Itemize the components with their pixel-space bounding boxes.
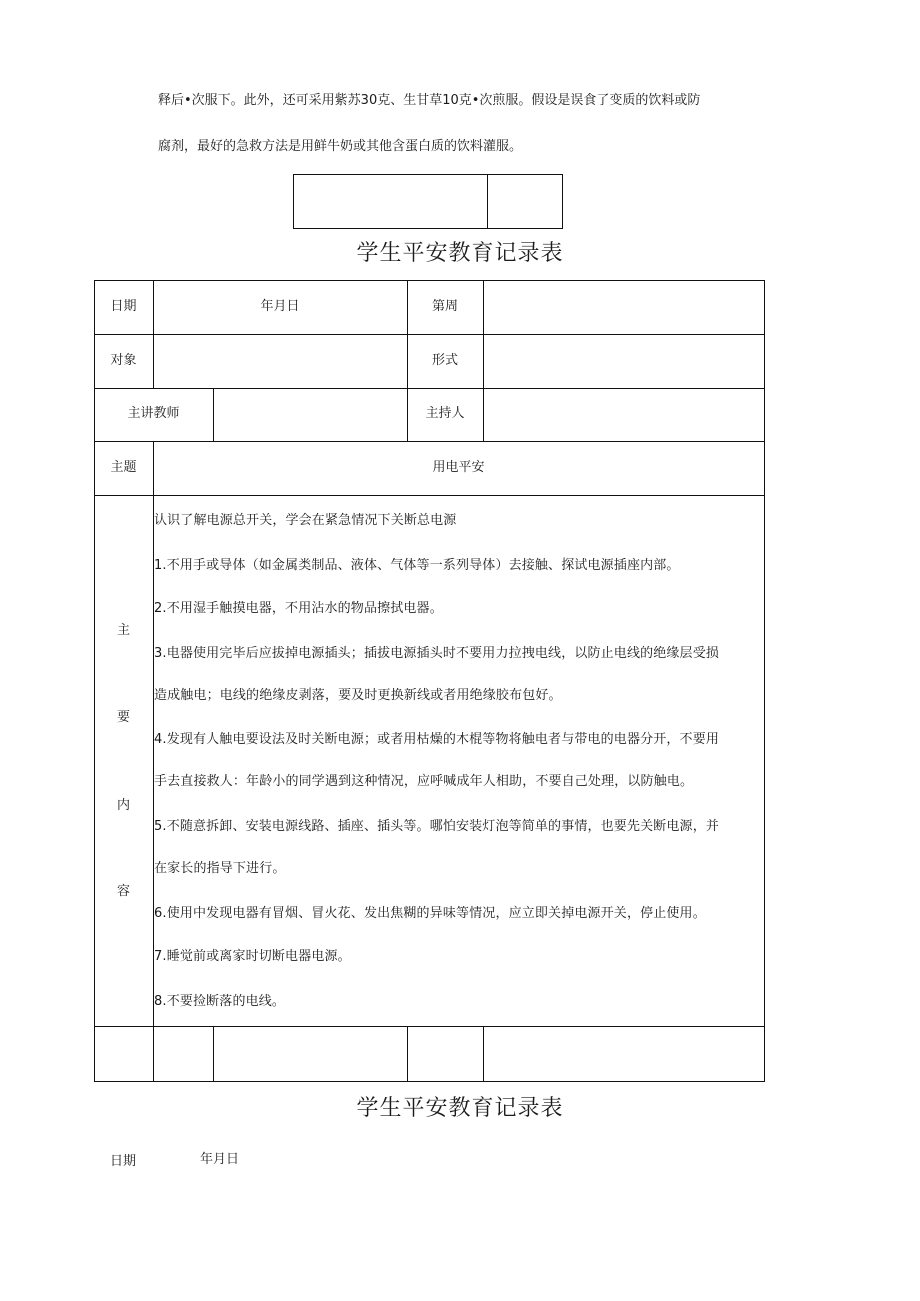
- table-col-line: [213, 1026, 214, 1081]
- table-border-bottom: [94, 1081, 765, 1082]
- date-label: 日期: [110, 299, 137, 314]
- intro-line-1: 释后•次服下。此外，还可采用紫苏30克、生甘草10克•次煎服。假设是误食了变质的饮料或防: [158, 93, 701, 108]
- content-line: 6.使用中发现电器有冒烟、冒火花、发出焦糊的异味等情况，应立即关掉电源开关，停止使用。: [154, 906, 706, 921]
- content-line: 8.不要捡断落的电线。: [154, 994, 286, 1009]
- audience-label: 对象: [110, 353, 137, 368]
- content-line: 手去直接救人：年龄小的同学遇到这种情况，应呼喊成年人相助，不要自己处理，以防触电。: [154, 774, 694, 789]
- intro-line-2: 腐剂，最好的急救方法是用鲜牛奶或其他含蛋白质的饮料灌服。: [158, 139, 523, 154]
- week-label: 第周: [431, 299, 458, 314]
- table-row-line: [94, 388, 765, 389]
- table-border-top: [94, 280, 765, 281]
- table-row-line: [94, 441, 765, 442]
- content-line: 认识了解电源总开关，学会在紧急情况下关断总电源: [154, 513, 457, 528]
- format-label: 形式: [431, 353, 458, 368]
- content-label-char-4: 容: [116, 884, 130, 899]
- table-col-line: [153, 441, 154, 1081]
- content-line: 5.不随意拆卸、安装电源线路、插座、插头等。哪怕安装灯泡等简单的事情，也要先关断电源，并: [154, 819, 720, 834]
- content-line: 4.发现有人触电要设法及时关断电源；或者用枯燥的木棍等物将触电者与带电的电器分开，不要用: [154, 732, 720, 747]
- table-col-line: [213, 388, 214, 441]
- table-col-line: [153, 280, 154, 388]
- content-line: 7.睡觉前或离家时切断电器电源。: [154, 949, 351, 964]
- content-label-char-3: 内: [116, 798, 130, 813]
- record-title-2: 学生平安教育记录表: [356, 1096, 564, 1121]
- content-label-char-1: 主: [116, 623, 130, 638]
- table-border-right: [764, 280, 765, 1082]
- content-line: 1.不用手或导体（如金属类制品、液体、气体等一系列导体）去接触、探试电源插座内部。: [154, 558, 680, 573]
- record2-date-label: 日期: [110, 1154, 137, 1169]
- teacher-label: 主讲教师: [127, 406, 180, 421]
- record-title-1: 学生平安教育记录表: [356, 241, 564, 266]
- content-line: 在家长的指导下进行。: [154, 861, 286, 876]
- table-col-line: [483, 280, 484, 441]
- table-row-line: [94, 1026, 765, 1027]
- topic-value: 用电平安: [432, 460, 485, 475]
- content-line: 2.不用湿手触摸电器，不用沾水的物品擦拭电器。: [154, 601, 443, 616]
- host-label: 主持人: [425, 406, 465, 421]
- table-col-line: [483, 1026, 484, 1081]
- table-row-line: [94, 334, 765, 335]
- date-value: 年月日: [260, 299, 300, 314]
- content-line: 造成触电；电线的绝缘皮剥落，要及时更换新线或者用绝缘胶布包好。: [154, 688, 562, 703]
- content-line: 3.电器使用完毕后应拔掉电源插头；插拔电源插头时不要用力拉拽电线，以防止电线的绝缘层受损: [154, 646, 720, 661]
- table-row-line: [94, 495, 765, 496]
- table-border-left: [94, 280, 95, 1082]
- record2-date-value: 年月日: [200, 1152, 240, 1167]
- content-label-char-2: 要: [116, 710, 130, 725]
- table-col-line: [407, 1026, 408, 1081]
- topic-label: 主题: [110, 460, 137, 475]
